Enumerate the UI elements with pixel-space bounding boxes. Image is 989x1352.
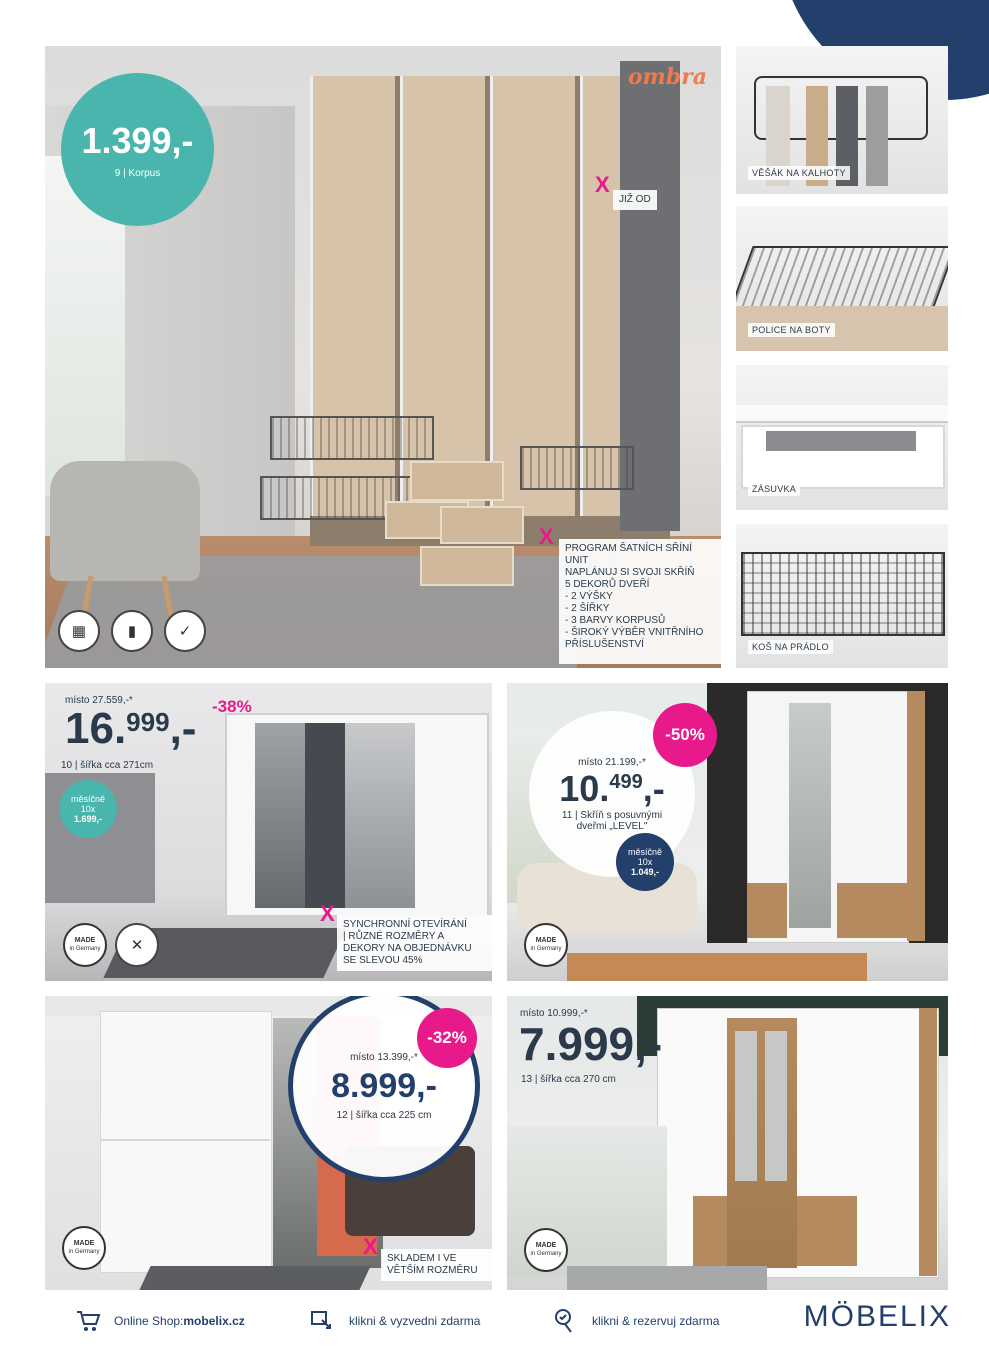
note-line: VĚTŠÍM ROZMĚRU (387, 1265, 478, 1276)
armchair (50, 461, 200, 581)
made-in-germany-badge (524, 923, 568, 967)
footer-pickup[interactable] (307, 1305, 480, 1337)
program-line: - 2 VÝŠKY (565, 591, 613, 602)
price-suffix: ,- (169, 704, 197, 753)
product-10-was: místo 27.559,-* (65, 695, 133, 706)
program-line: NAPLÁNUJ SI SVOJI SKŘÍŇ (565, 567, 695, 578)
x-marker: X (595, 172, 610, 197)
price-main: 10. (559, 767, 610, 809)
made-sub: in Germany (530, 946, 562, 952)
note-line: SKLADEM I VE (387, 1253, 457, 1264)
product-11-was: místo 21.199,-* (578, 756, 646, 768)
monthly-times: 10x (637, 857, 653, 867)
product-13-was: místo 10.999,-* (520, 1008, 588, 1019)
program-line: PROGRAM ŠATNÍCH SŘÍNÍ (565, 543, 693, 554)
program-line: - ŠIROKÝ VÝBĚR VNITŘNÍHO (565, 627, 704, 638)
side-panel-label: KOŠ NA PRÁDLO (748, 640, 833, 654)
product-11-discount: -50% (653, 703, 717, 767)
product-10-note (337, 915, 492, 971)
click-pickup-icon (307, 1305, 339, 1337)
made-in-germany-badge (62, 1226, 106, 1270)
ombra-logo: ombra (627, 64, 707, 90)
note-line: SE SLEVOU 45% (343, 955, 423, 966)
desc-line: dveřmi „LEVEL" (576, 820, 648, 832)
monthly-label: měsíčně (627, 847, 662, 857)
product-10-discount: -38% (212, 697, 252, 716)
pickup-label: klikni & vyzvedni zdarma (349, 1314, 481, 1328)
side-panel-label: VĚŠÁK NA KALHOTY (748, 166, 850, 180)
product-11-panel (507, 683, 948, 981)
x-marker: X (363, 1234, 378, 1259)
program-line: - 2 ŠÍŘKY (565, 603, 610, 614)
x-marker: X (320, 901, 335, 926)
from-tag: JIŽ OD (613, 190, 657, 210)
side-panel-label: POLICE NA BOTY (748, 323, 835, 337)
shopping-cart-icon (72, 1305, 104, 1337)
side-panel-shoe-rack (736, 206, 948, 351)
program-line: UNIT (565, 555, 589, 566)
wire-basket (270, 416, 434, 460)
program-line: 5 DEKORŮ DVEŘÍ (565, 579, 650, 590)
price-main: 16. (65, 704, 127, 753)
no-tools-icon: ✕ (115, 923, 159, 967)
side-panel-trouser-rack (736, 46, 948, 194)
main-price-sub: 9 | Korpus (114, 168, 161, 179)
product-10-panel (45, 683, 492, 981)
program-line: - 3 BARVY KORPUSŮ (565, 615, 666, 626)
made-sub: in Germany (68, 1249, 100, 1255)
main-price: 1.399,- (81, 120, 194, 161)
product-12-discount: -32% (417, 1008, 477, 1068)
product-11-price (559, 767, 665, 809)
product-12-note (381, 1249, 492, 1281)
product-13-desc: 13 | šířka cca 270 cm (521, 1074, 616, 1085)
made-text: MADE (74, 937, 96, 944)
shop-url-link[interactable]: mobelix.cz (183, 1314, 245, 1328)
made-in-germany-badge (524, 1228, 568, 1272)
product-12-was: místo 13.399,-* (350, 1051, 418, 1063)
side-panel-label: ZÁSUVKA (748, 482, 800, 496)
side-panel-drawer (736, 365, 948, 510)
product-10-desc: 10 | šířka cca 271cm (61, 760, 154, 771)
made-in-germany-badge (63, 923, 107, 967)
x-marker: X (539, 524, 554, 549)
drawer (420, 546, 514, 586)
shop-label: Online Shop: (114, 1314, 184, 1328)
desc-line: 11 | Skříň s posuvnými (561, 809, 663, 821)
sizes-icon: ▮ (111, 610, 153, 652)
monthly-value: 1.699,- (73, 814, 103, 824)
note-line: DEKORY NA OBJEDNÁVKU (343, 943, 472, 954)
made-text: MADE (535, 1242, 557, 1249)
mobelix-logo[interactable]: MÖBELIX (803, 1300, 951, 1333)
price-cents: 999 (126, 707, 170, 737)
drawer (440, 506, 524, 544)
click-reserve-icon (550, 1305, 582, 1337)
main-price-badge (61, 73, 214, 226)
note-line: | RŮZNÉ ROZMĚRY A (343, 931, 445, 942)
color-swatch-icon: ▦ (58, 610, 100, 652)
made-sub: in Germany (530, 1251, 562, 1257)
main-wardrobe-panel (45, 46, 721, 668)
note-line: SYNCHRONNÍ OTEVÍRÁNÍ (343, 919, 467, 930)
made-text: MADE (535, 937, 557, 944)
monthly-value: 1.049,- (630, 867, 660, 877)
product-11-monthly (616, 833, 674, 891)
side-panel-laundry-basket (736, 524, 948, 668)
reserve-label: klikni & rezervuj zdarma (592, 1314, 720, 1328)
price-cents: 499 (609, 770, 643, 793)
wire-basket (520, 446, 634, 490)
product-12-desc: 12 | šířka cca 225 cm (336, 1109, 432, 1121)
product-12-panel (45, 996, 492, 1290)
footer-online-shop[interactable] (72, 1305, 245, 1337)
monthly-label: měsíčně (70, 794, 105, 804)
product-10-price (65, 704, 197, 753)
made-text: MADE (73, 1240, 95, 1247)
price-suffix: ,- (642, 767, 665, 809)
quality-badge-icon: ✓ (164, 610, 206, 652)
drawer (410, 461, 504, 501)
made-sub: in Germany (69, 946, 101, 952)
footer-reserve[interactable] (550, 1305, 719, 1337)
product-12-price: 8.999,- (331, 1066, 437, 1105)
program-line: PŘÍSLUŠENSTVÍ (565, 639, 644, 650)
program-note (559, 539, 721, 664)
product-10-monthly (59, 780, 117, 838)
monthly-times: 10x (80, 804, 96, 814)
product-11-desc (562, 810, 662, 832)
product-13-price: 7.999,- (519, 1018, 663, 1070)
product-13-panel (507, 996, 948, 1290)
